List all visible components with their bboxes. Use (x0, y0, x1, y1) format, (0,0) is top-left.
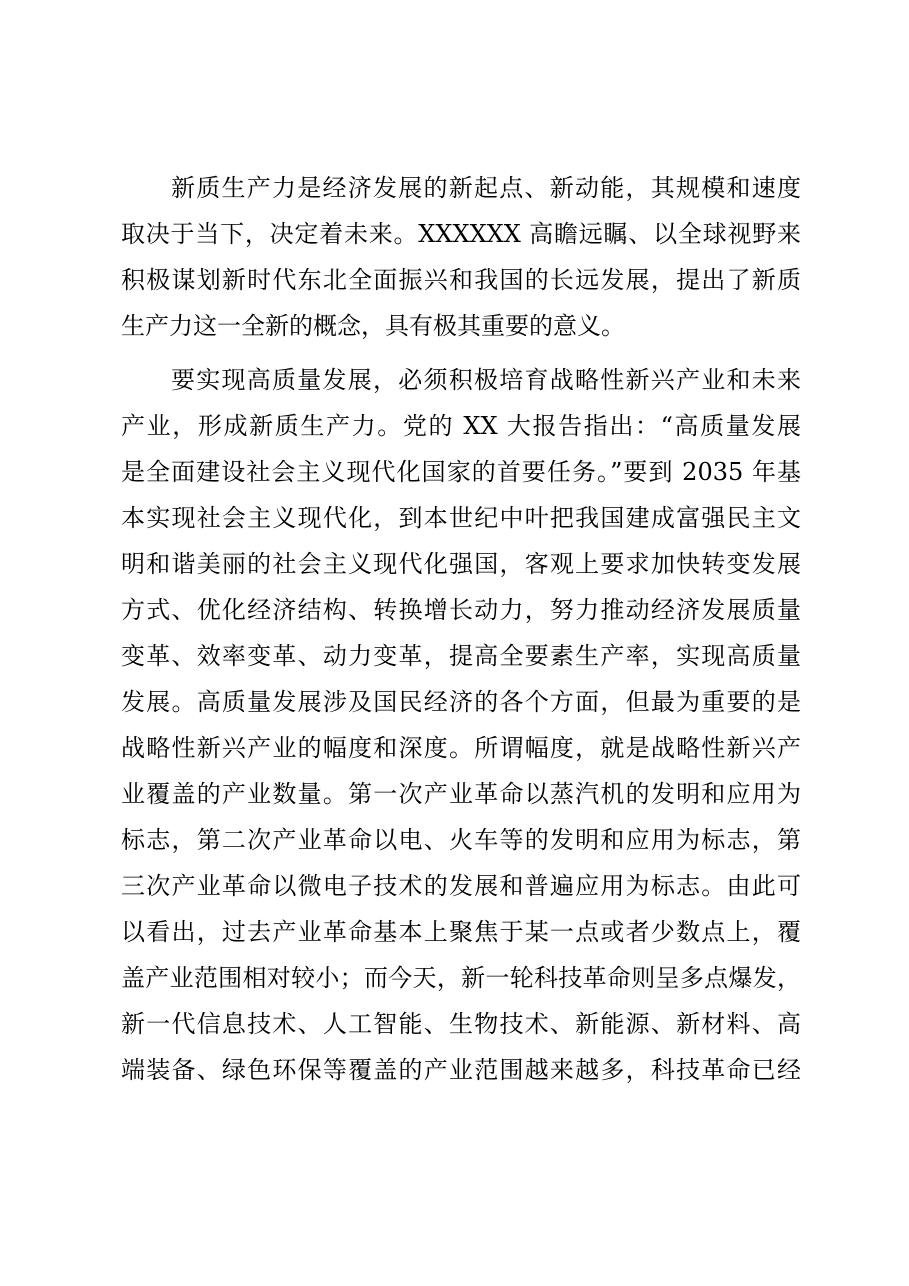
text-line: 发展。高质量发展涉及国民经济的各个方面，但最为重要的是 (121, 688, 801, 716)
text-line: 业覆盖的产业数量。第一次产业革命以蒸汽机的发明和应用为 (121, 780, 801, 808)
text-line: 取决于当下，决定着未来。XXXXXX 高瞻远瞩、以全球视野来 (121, 220, 801, 248)
text-line: 是全面建设社会主义现代化国家的首要任务。”要到 2035 年基 (121, 458, 801, 486)
paragraph-2 (121, 357, 801, 1093)
text-line: 本实现社会主义现代化，到本世纪中叶把我国建成富强民主文 (121, 504, 801, 532)
text-line: 三次产业革命以微电子技术的发展和普遍应用为标志。由此可 (121, 872, 801, 900)
text-line: 积极谋划新时代东北全面振兴和我国的长远发展，提出了新质 (121, 266, 801, 294)
paragraph-1 (121, 165, 801, 349)
paragraph-gap (121, 349, 801, 357)
text-line: 盖产业范围相对较小；而今天，新一轮科技革命则呈多点爆发， (121, 964, 801, 992)
text-line: 新质生产力是经济发展的新起点、新动能，其规模和速度 (171, 174, 801, 202)
text-line: 标志，第二次产业革命以电、火车等的发明和应用为标志，第 (121, 826, 801, 854)
text-line: 产业，形成新质生产力。党的 XX 大报告指出：“高质量发展 (121, 412, 801, 440)
text-line: 以看出，过去产业革命基本上聚焦于某一点或者少数点上，覆 (121, 918, 801, 946)
text-line: 新一代信息技术、人工智能、生物技术、新能源、新材料、高 (121, 1010, 801, 1038)
document-body (121, 165, 801, 1093)
text-line: 端装备、绿色环保等覆盖的产业范围越来越多，科技革命已经 (121, 1056, 801, 1084)
text-line: 明和谐美丽的社会主义现代化强国，客观上要求加快转变发展 (121, 550, 801, 578)
text-line: 要实现高质量发展，必须积极培育战略性新兴产业和未来 (171, 366, 801, 394)
text-line: 战略性新兴产业的幅度和深度。所谓幅度，就是战略性新兴产 (121, 734, 801, 762)
text-line: 生产力这一全新的概念，具有极其重要的意义。 (121, 312, 625, 340)
text-line: 变革、效率变革、动力变革，提高全要素生产率，实现高质量 (121, 642, 801, 670)
text-line: 方式、优化经济结构、转换增长动力，努力推动经济发展质量 (121, 596, 801, 624)
